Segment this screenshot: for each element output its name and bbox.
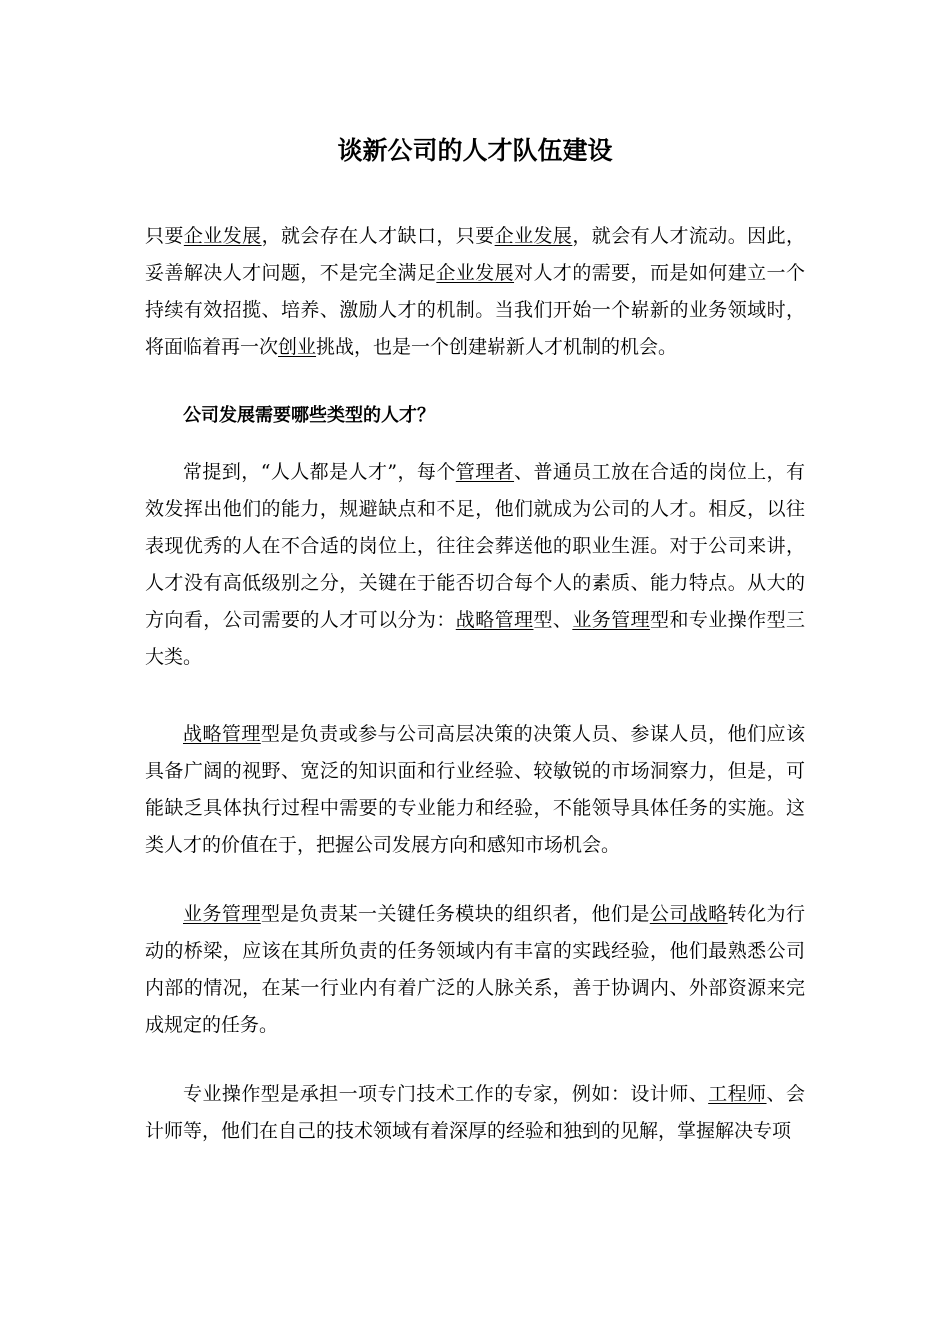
text-run: ，就会存在人才缺口，只要	[261, 225, 495, 247]
text-run: 型是负责某一关键任务模块的组织者，他们是	[260, 903, 650, 925]
link-business-management[interactable]: 业务管理	[572, 609, 651, 631]
text-run: 、普通员工放在合适的岗位上，有效发挥出他们的能力，规避缺点和不足，他们就成为公司的人才。相反，以往表现优秀的人在不合适的岗位上，往往会葬送他的职业生涯。对于公司来讲，人才没有高低级别之分，关键在于能否切合每个人的素质、能力特点。从大的方向看，公司需要的人才可以分为：	[145, 461, 805, 631]
link-business-management[interactable]: 业务管理	[183, 903, 261, 925]
link-manager[interactable]: 管理者	[455, 461, 515, 483]
text-run: 挑战，也是一个创建崭新人才机制的机会。	[316, 336, 678, 358]
text-run: ，就会有人才流动。因此，妥善解决人才问题，不是完全满足	[145, 225, 805, 284]
text-run: 常提到，“人人都是人才”，每个	[183, 461, 456, 483]
link-engineer[interactable]: 工程师	[708, 1083, 767, 1105]
text-run: 、会计师等，他们在自己的技术领域有着深厚的经验和独到的见解，掌握解决专项	[145, 1083, 805, 1142]
text-run: 型是负责或参与公司高层决策的决策人员、参谋人员，他们应该具备广阔的视野、宽泛的知识面和行业经验、较敏锐的市场洞察力，但是，可能缺乏具体执行过程中需要的专业能力和经验，不能领导具体任务的实施。这类人才的价值在于，把握公司发展方向和感知市场机会。	[145, 723, 805, 856]
text-run: 型和专业操作型三大类。	[145, 609, 805, 668]
link-enterprise-development[interactable]: 企业发展	[183, 225, 262, 247]
document-title: 谈新公司的人才队伍建设	[337, 136, 613, 165]
professional-talent-paragraph	[145, 1076, 805, 1150]
link-enterprise-development[interactable]: 企业发展	[494, 225, 573, 247]
link-company-strategy[interactable]: 公司战略	[649, 903, 728, 925]
text-run: 只要	[145, 225, 184, 247]
link-enterprise-development[interactable]: 企业发展	[436, 262, 515, 284]
text-run: 型、	[533, 609, 573, 631]
link-strategic-management[interactable]: 战略管理	[183, 723, 261, 745]
talent-types-paragraph	[145, 454, 805, 676]
link-entrepreneurship[interactable]: 创业	[278, 336, 317, 358]
text-run: 对人才的需要，而是如何建立一个持续有效招揽、培养、激励人才的机制。当我们开始一个崭新的业务领域时，将面临着再一次	[145, 262, 805, 358]
text-run: 专业操作型是承担一项专门技术工作的专家，例如：设计师、	[183, 1083, 709, 1105]
strategic-talent-paragraph	[145, 716, 805, 864]
link-strategic-management[interactable]: 战略管理	[455, 609, 534, 631]
text-run: 转化为行动的桥梁，应该在其所负责的任务领域内有丰富的实践经验，他们最熟悉公司内部的情况，在某一行业内有着广泛的人脉关系，善于协调内、外部资源来完成规定的任务。	[145, 903, 805, 1036]
section-heading: 公司发展需要哪些类型的人才？	[183, 405, 435, 426]
business-talent-paragraph	[145, 896, 805, 1044]
intro-paragraph	[145, 218, 805, 366]
